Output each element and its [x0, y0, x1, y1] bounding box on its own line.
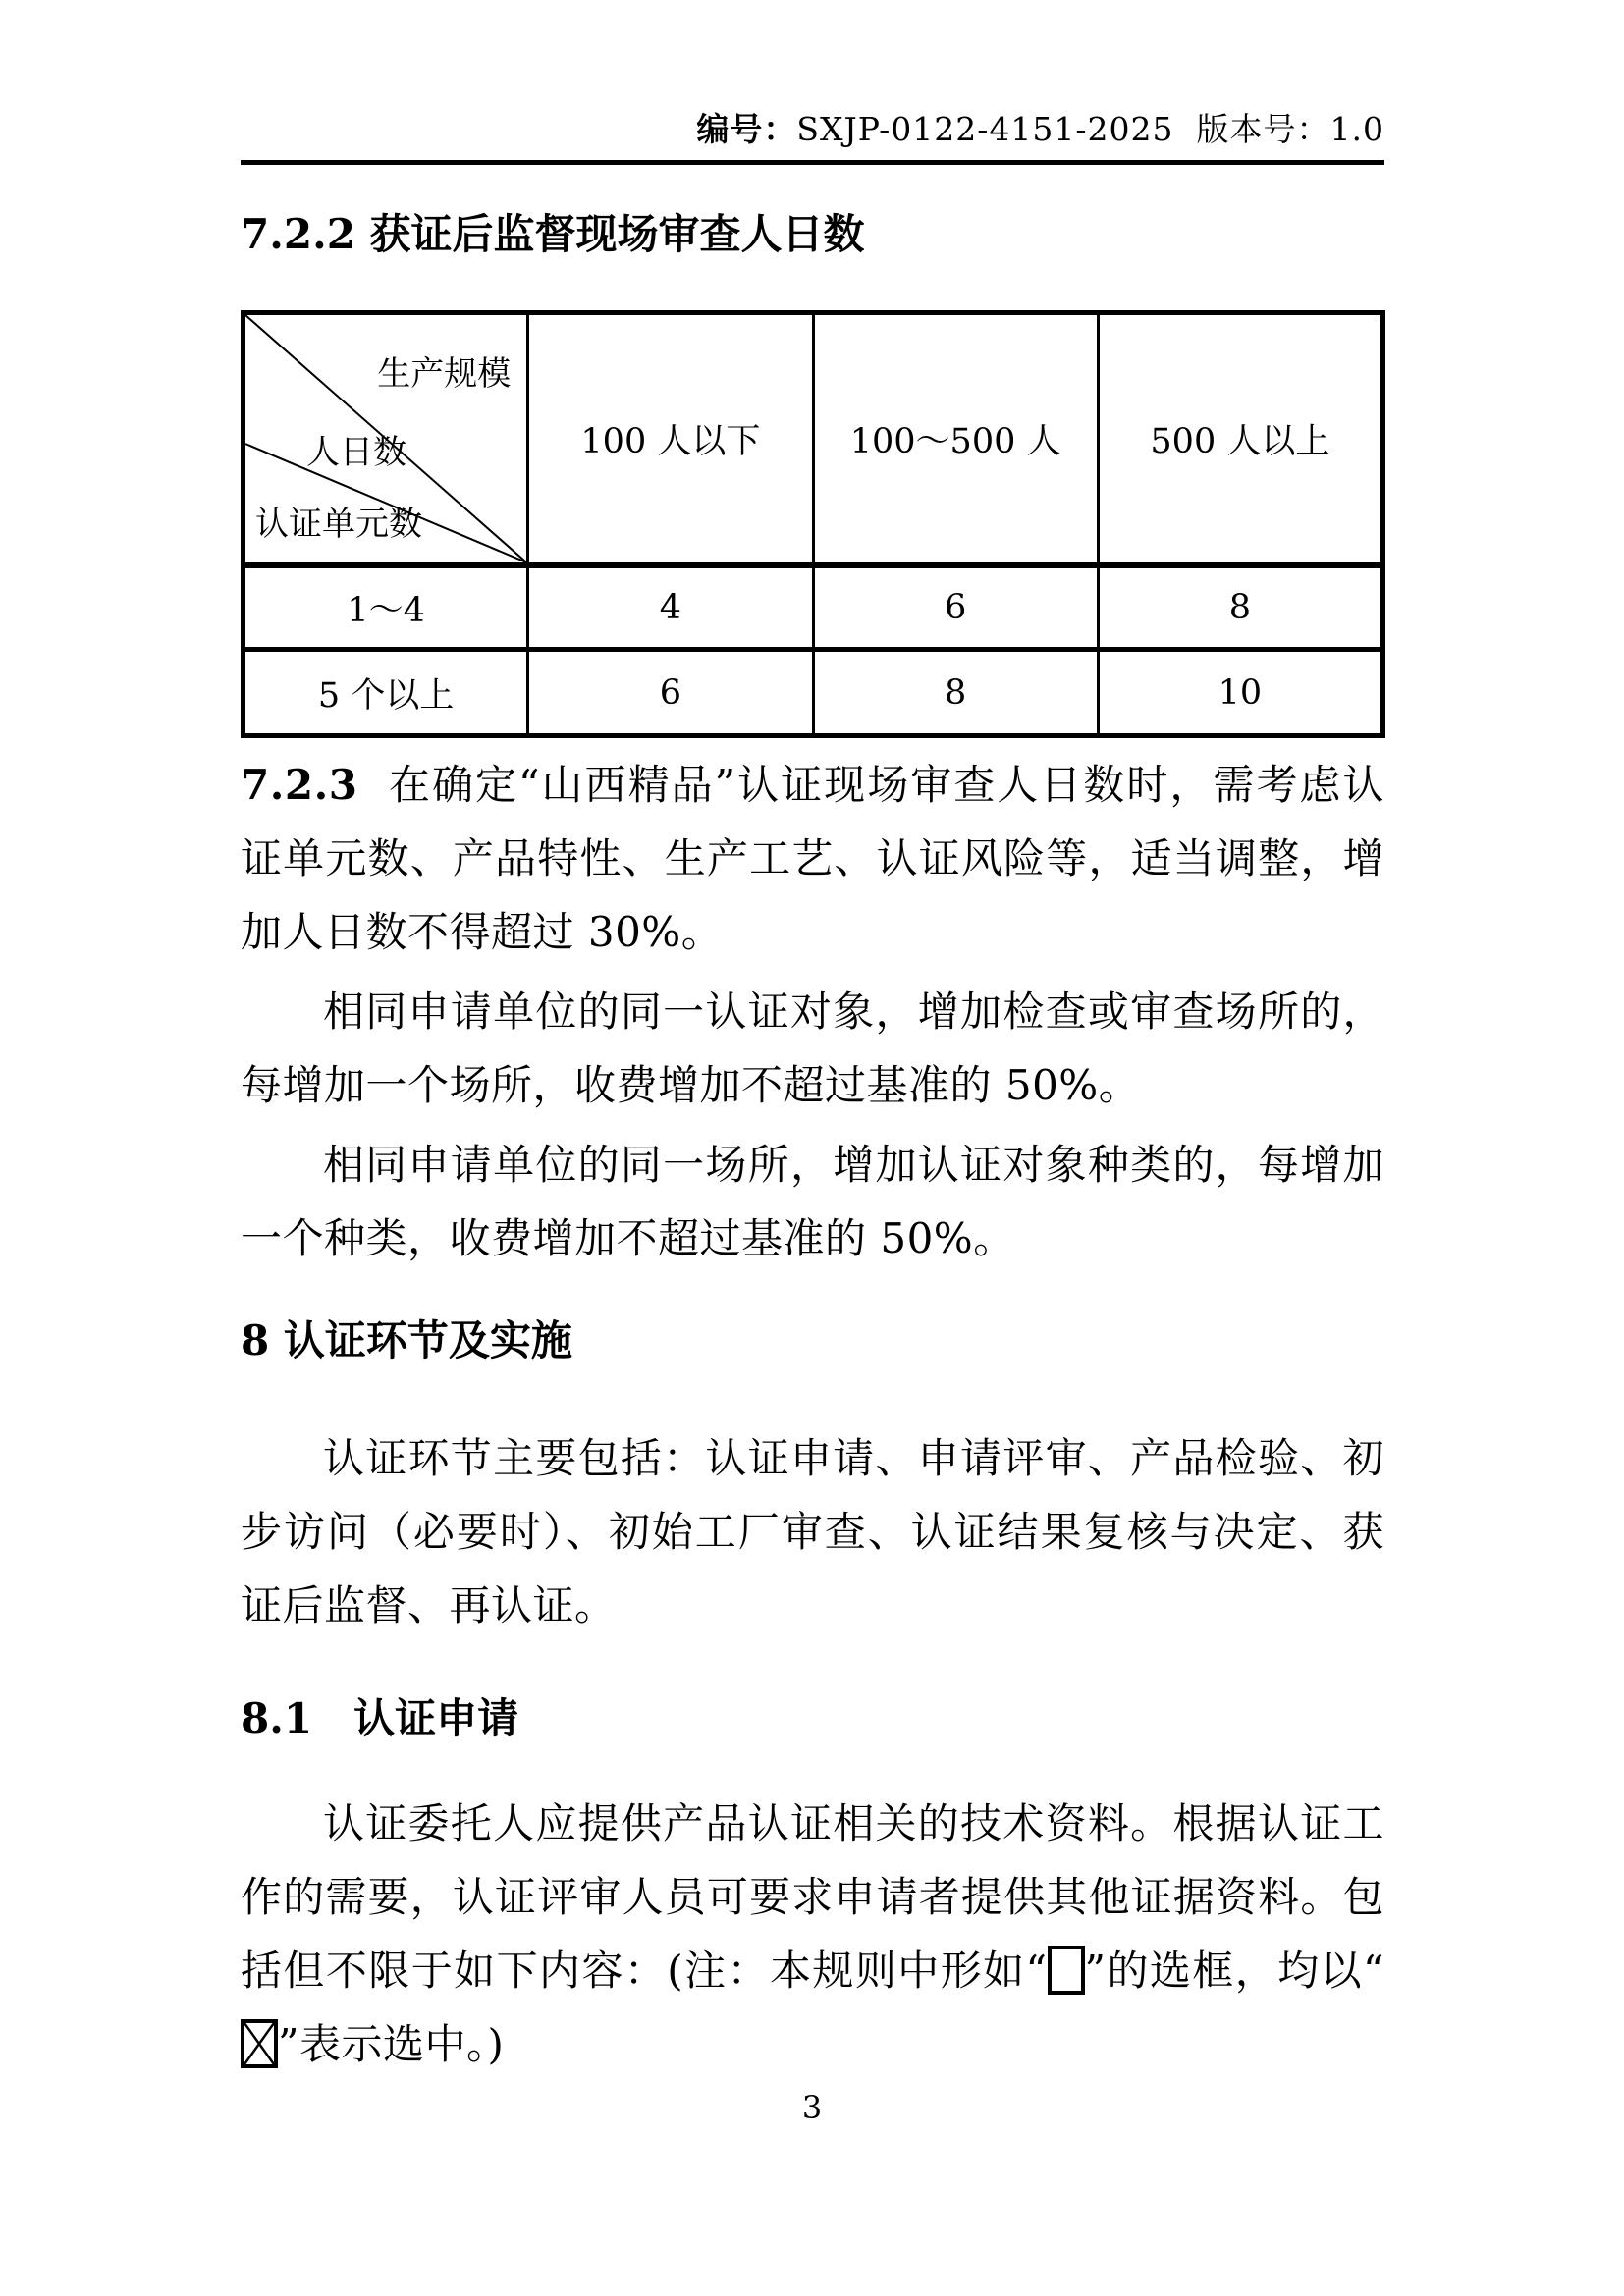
corner-label-cert-units: 认证单元数: [255, 505, 422, 544]
doc-number-value: SXJP-0122-4151-2025: [796, 110, 1174, 148]
paragraph-same-site: 相同申请单位的同一场所，增加认证对象种类的，每增加一个种类，收费增加不超过基准的 50%。: [241, 1141, 1384, 1262]
doc-version-value: 1.0: [1329, 110, 1384, 148]
header-divider: [241, 160, 1384, 165]
table-cell: 10: [1098, 650, 1382, 736]
paragraph-text: 在确定“山西精品”认证现场审查人日数时，需考虑认证单元数、产品特性、生产工艺、认证风险等，适当调整，增加人日数不得超过 30%。: [241, 761, 1384, 956]
heading-title: 认证申请: [353, 1694, 519, 1742]
paragraph-723: [241, 748, 1384, 969]
section-heading-722: 7.2.2 获证后监督现场审查人日数: [241, 210, 865, 258]
man-days-table: [241, 310, 1385, 738]
paragraph-text: ”的选框，均以“: [1084, 1947, 1385, 1995]
doc-number-label: 编号：: [696, 110, 797, 148]
doc-version-label: 版本号：: [1173, 110, 1330, 148]
table-cell: 8: [813, 650, 1098, 736]
table-row: [244, 565, 1383, 650]
checked-checkbox-icon: [241, 2019, 278, 2068]
row-label: 1～4: [244, 565, 528, 650]
table-cell: 8: [1098, 565, 1382, 650]
table-corner-cell: [244, 313, 528, 566]
document-header: [241, 0, 1384, 150]
column-header: 500 人以上: [1098, 313, 1382, 566]
paragraph-application: [241, 1787, 1384, 2081]
column-header: 100～500 人: [813, 313, 1098, 566]
table-cell: 4: [528, 565, 813, 650]
paragraph-text: 认证委托人应提供产品认证相关的技术资料。根据认证工作的需要，认证评审人员可要求申请者提供其他证据资料。包括但不限于如下内容：(注：本规则中形如“: [241, 1799, 1384, 1995]
corner-label-man-days: 人日数: [306, 433, 406, 472]
section-heading-8: 8 认证环节及实施: [241, 1316, 572, 1364]
paragraph-text: ”表示选中。): [278, 2020, 505, 2068]
corner-label-production-scale: 生产规模: [377, 354, 512, 394]
column-header: 100 人以下: [528, 313, 813, 566]
heading-number: 8.1: [241, 1694, 313, 1742]
paragraph-number: 7.2.3: [241, 761, 358, 809]
row-label: 5 个以上: [244, 650, 528, 736]
table-row: [244, 650, 1383, 736]
empty-checkbox-icon: [1048, 1946, 1085, 1995]
paragraph-same-object: 相同申请单位的同一认证对象，增加检查或审查场所的，每增加一个场所，收费增加不超过基准的 50%。: [241, 988, 1384, 1109]
table-cell: 6: [813, 565, 1098, 650]
table-cell: 6: [528, 650, 813, 736]
paragraph-cert-steps: 认证环节主要包括：认证申请、申请评审、产品检验、初步访问（必要时）、初始工厂审查、认证结果复核与决定、获证后监督、再认证。: [241, 1434, 1384, 1629]
section-heading-81: [241, 1694, 1384, 1743]
table-header-row: [244, 313, 1383, 566]
page-number: 3: [801, 2089, 823, 2126]
